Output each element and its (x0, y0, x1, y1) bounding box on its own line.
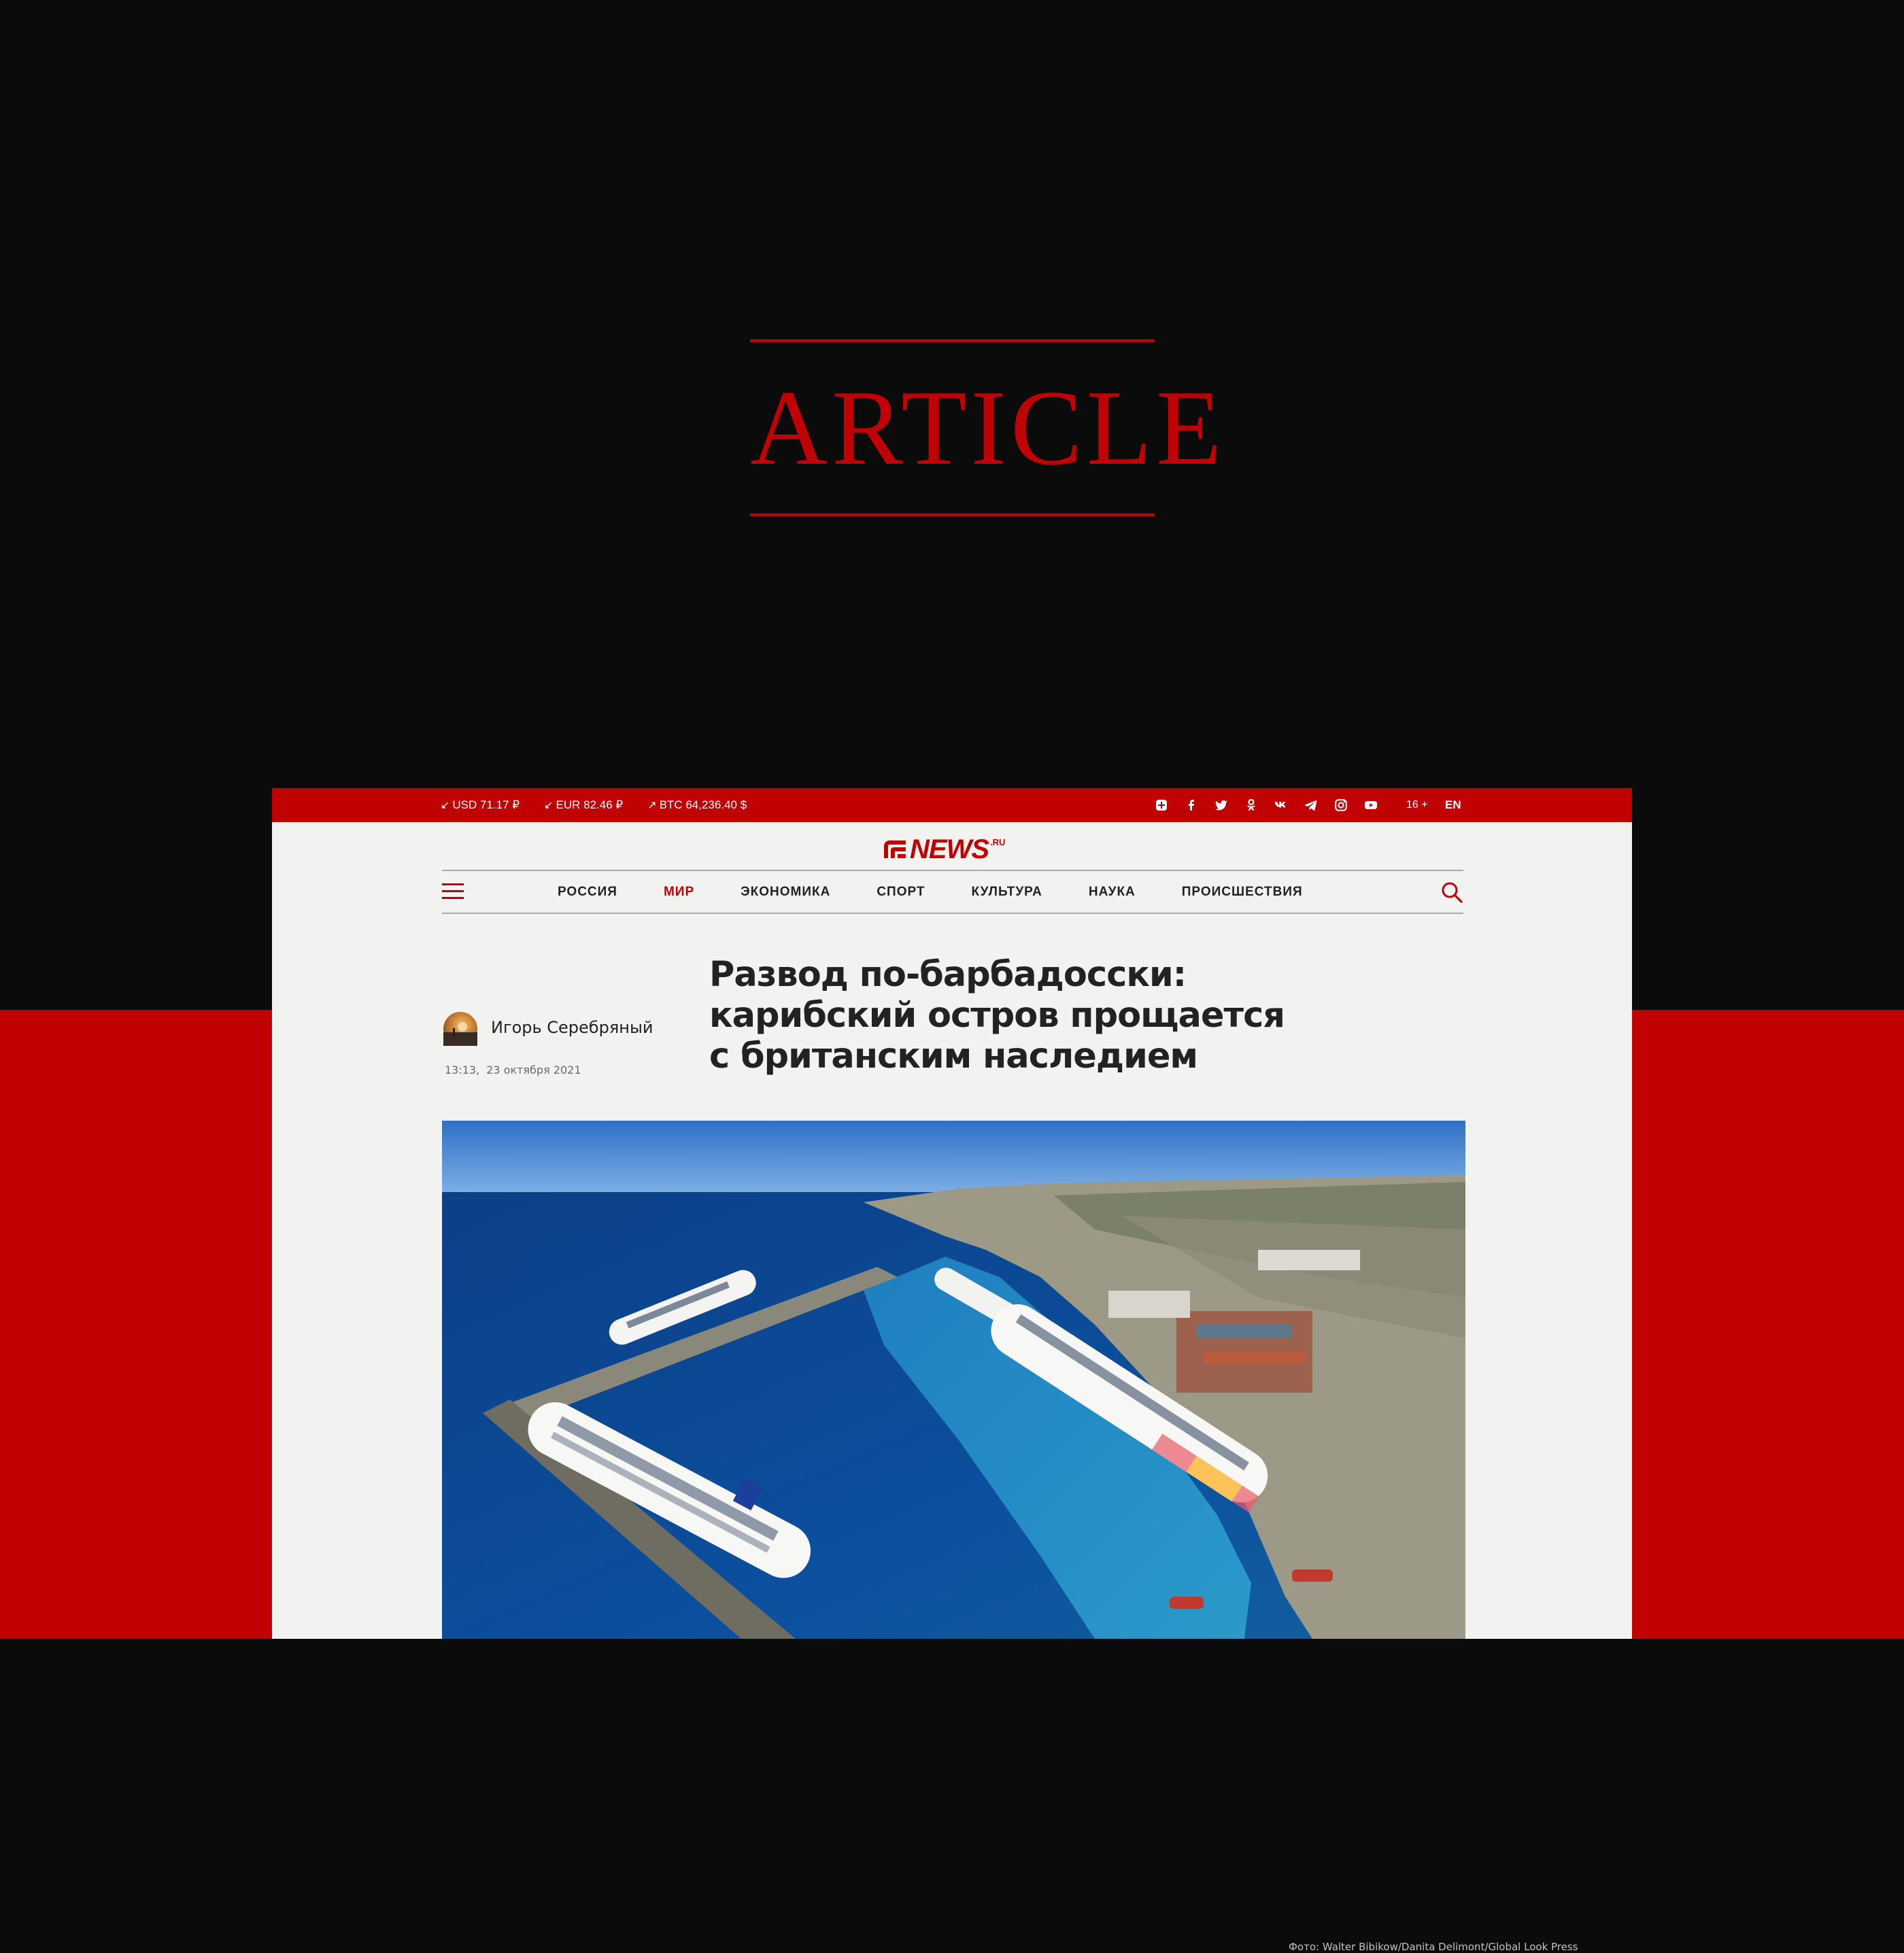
arrow-up-right-icon: ↗ (647, 800, 657, 811)
headline-line: с британским наследием (709, 1036, 1198, 1076)
logo-mark-icon (883, 839, 907, 860)
telegram-icon[interactable] (1303, 797, 1319, 813)
article-photo[interactable] (442, 1121, 1578, 1953)
main-nav (558, 871, 1349, 913)
rate-label: EUR 82.46 ₽ (556, 798, 624, 811)
article-headline (709, 955, 1321, 1077)
nav-divider-bottom (442, 913, 1463, 914)
facebook-icon[interactable] (1183, 797, 1200, 813)
age-rating: 16 + (1406, 799, 1428, 811)
nav-item-russia[interactable]: РОССИЯ (558, 884, 617, 899)
odnoklassniki-icon[interactable] (1243, 797, 1259, 813)
article-meta (445, 1064, 588, 1076)
top-bar (272, 788, 1632, 822)
social-links (1153, 788, 1393, 822)
arrow-down-left-icon: ↙ (544, 800, 554, 811)
vk-icon[interactable] (1273, 797, 1289, 813)
plus-icon[interactable] (1153, 797, 1170, 813)
hero-divider-top (750, 339, 1155, 342)
logo-suffix: .RU (990, 837, 1006, 847)
nav-item-world[interactable]: МИР (663, 884, 695, 899)
author-name[interactable]: Игорь Серебряный (491, 1018, 653, 1037)
nav-item-science[interactable]: НАУКА (1088, 884, 1136, 899)
currency-rates (441, 788, 771, 822)
logo-text: NEWS (910, 834, 989, 864)
language-switch[interactable]: EN (1445, 798, 1461, 811)
youtube-icon[interactable] (1363, 797, 1379, 813)
headline-line: Развод по-барбадосски: (709, 955, 1187, 995)
menu-icon[interactable] (442, 883, 465, 900)
article-time: 13:13, (445, 1064, 480, 1076)
hero-title: ARTICLE (750, 369, 1226, 488)
site-logo[interactable] (883, 833, 1025, 866)
avatar[interactable] (443, 1012, 477, 1046)
headline-line: карибский остров прощается (709, 996, 1285, 1036)
rate-label: USD 71.17 ₽ (452, 798, 520, 811)
search-icon[interactable] (1440, 881, 1463, 904)
nav-item-economy[interactable]: ЭКОНОМИКА (741, 884, 831, 899)
article-page-mockup (272, 788, 1632, 1953)
twitter-icon[interactable] (1213, 797, 1229, 813)
instagram-icon[interactable] (1333, 797, 1349, 813)
nav-item-sport[interactable]: СПОРТ (877, 884, 925, 899)
arrow-down-left-icon: ↙ (441, 800, 450, 811)
rate-eur[interactable] (544, 798, 623, 812)
rate-usd[interactable] (441, 798, 520, 812)
article-date: 23 октября 2021 (486, 1064, 581, 1076)
photo-credit: Фото: Walter Bibikow/Danita Delimont/Global Look Press (1289, 1941, 1578, 1953)
hero-divider-bottom (750, 513, 1155, 516)
rate-label: BTC 64,236.40 $ (659, 798, 747, 811)
rate-btc[interactable] (647, 798, 747, 812)
nav-item-incidents[interactable]: ПРОИСШЕСТВИЯ (1181, 884, 1303, 899)
nav-item-culture[interactable]: КУЛЬТУРА (971, 884, 1042, 899)
